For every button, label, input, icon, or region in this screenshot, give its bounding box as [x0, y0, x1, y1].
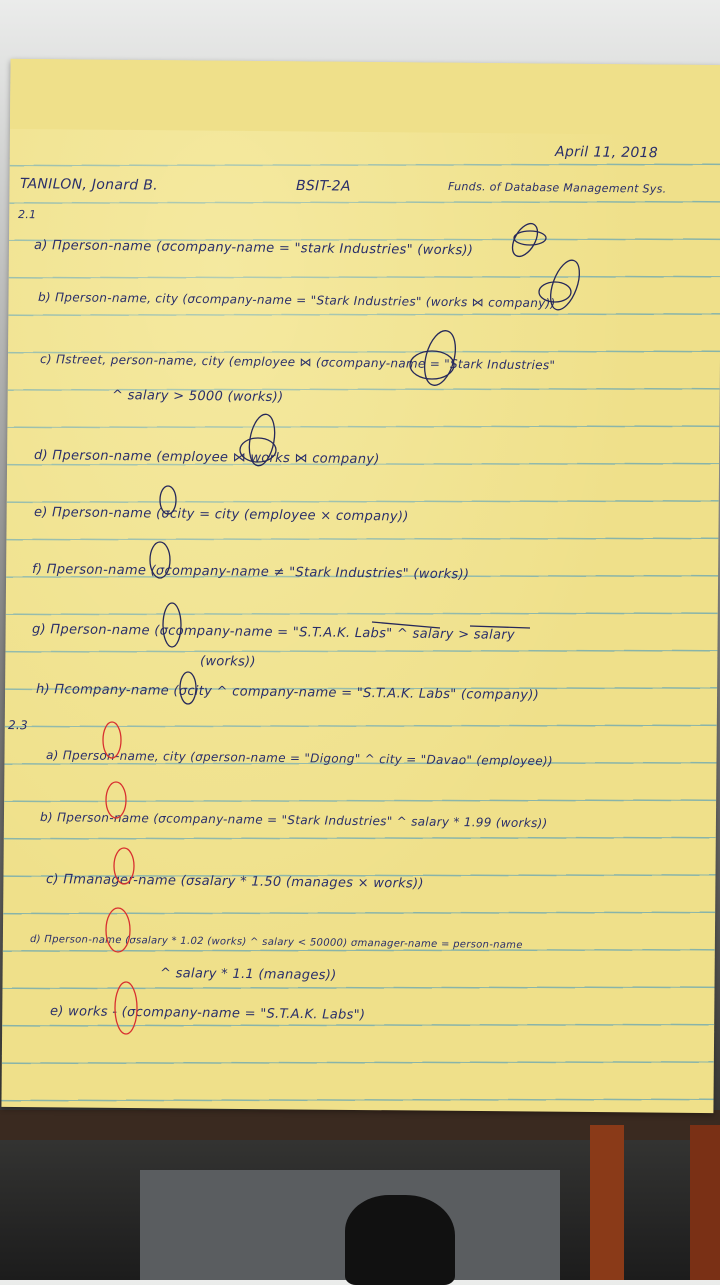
answer-line: a) Πperson-name, city (σperson-name = "Digong" ^ city = "Davao" (employee)): [45, 748, 553, 769]
notebook-paper: [1, 59, 720, 1113]
answer-line: c) Πmanager-name (σsalary * 1.50 (manages × works)): [45, 872, 424, 892]
answer-line: f) Πperson-name (σcompany-name ≠ "Stark Industries" (works)): [31, 562, 470, 583]
answer-line: h) Πcompany-name (σcity ^ company-name = "S.T.A.K. Labs" (company)): [35, 682, 540, 704]
date-text: April 11, 2018: [554, 144, 659, 162]
answer-line: e) Πperson-name (σcity = city (employee × company)): [33, 505, 409, 525]
section-label: 2.1: [17, 208, 37, 222]
answer-line: b) Πperson-name, city (σcompany-name = "Stark Industries" (works ⋈ company)): [37, 290, 556, 311]
orange-bar: [690, 1125, 720, 1280]
answer-line: (works)): [199, 654, 256, 670]
answer-line: c) Πstreet, person-name, city (employee ⋈ (σcompany-name = "Stark Industries": [39, 352, 556, 373]
answer-line: e) works - (σcompany-name = "S.T.A.K. Labs"): [49, 1004, 366, 1023]
course-title: Funds. of Database Management Sys.: [447, 180, 667, 196]
section-label: 2.3: [7, 718, 29, 733]
paper-top-margin: [10, 59, 720, 135]
answer-line: g) Πperson-name (σcompany-name = "S.T.A.K. Labs" ^ salary > salary: [31, 622, 516, 643]
answer-line: ^ salary > 5000 (works)): [111, 388, 284, 406]
shoe: [345, 1195, 455, 1285]
answer-line: a) Πperson-name (σcompany-name = "stark Industries" (works)): [33, 238, 474, 259]
answer-line: b) Πperson-name (σcompany-name = "Stark Industries" ^ salary * 1.99 (works)): [39, 810, 548, 831]
answer-line: ^ salary * 1.1 (manages)): [159, 966, 337, 984]
answer-line: d) Πperson-name (σsalary * 1.02 (works) ^ salary < 50000) σmanager-name = person-name: [29, 934, 523, 952]
answer-line: d) Πperson-name (employee ⋈ works ⋈ company): [33, 448, 380, 468]
student-name: TANILON, Jonard B.: [19, 176, 158, 194]
orange-bar: [590, 1125, 624, 1280]
section-code: BSIT-2A: [295, 178, 351, 195]
